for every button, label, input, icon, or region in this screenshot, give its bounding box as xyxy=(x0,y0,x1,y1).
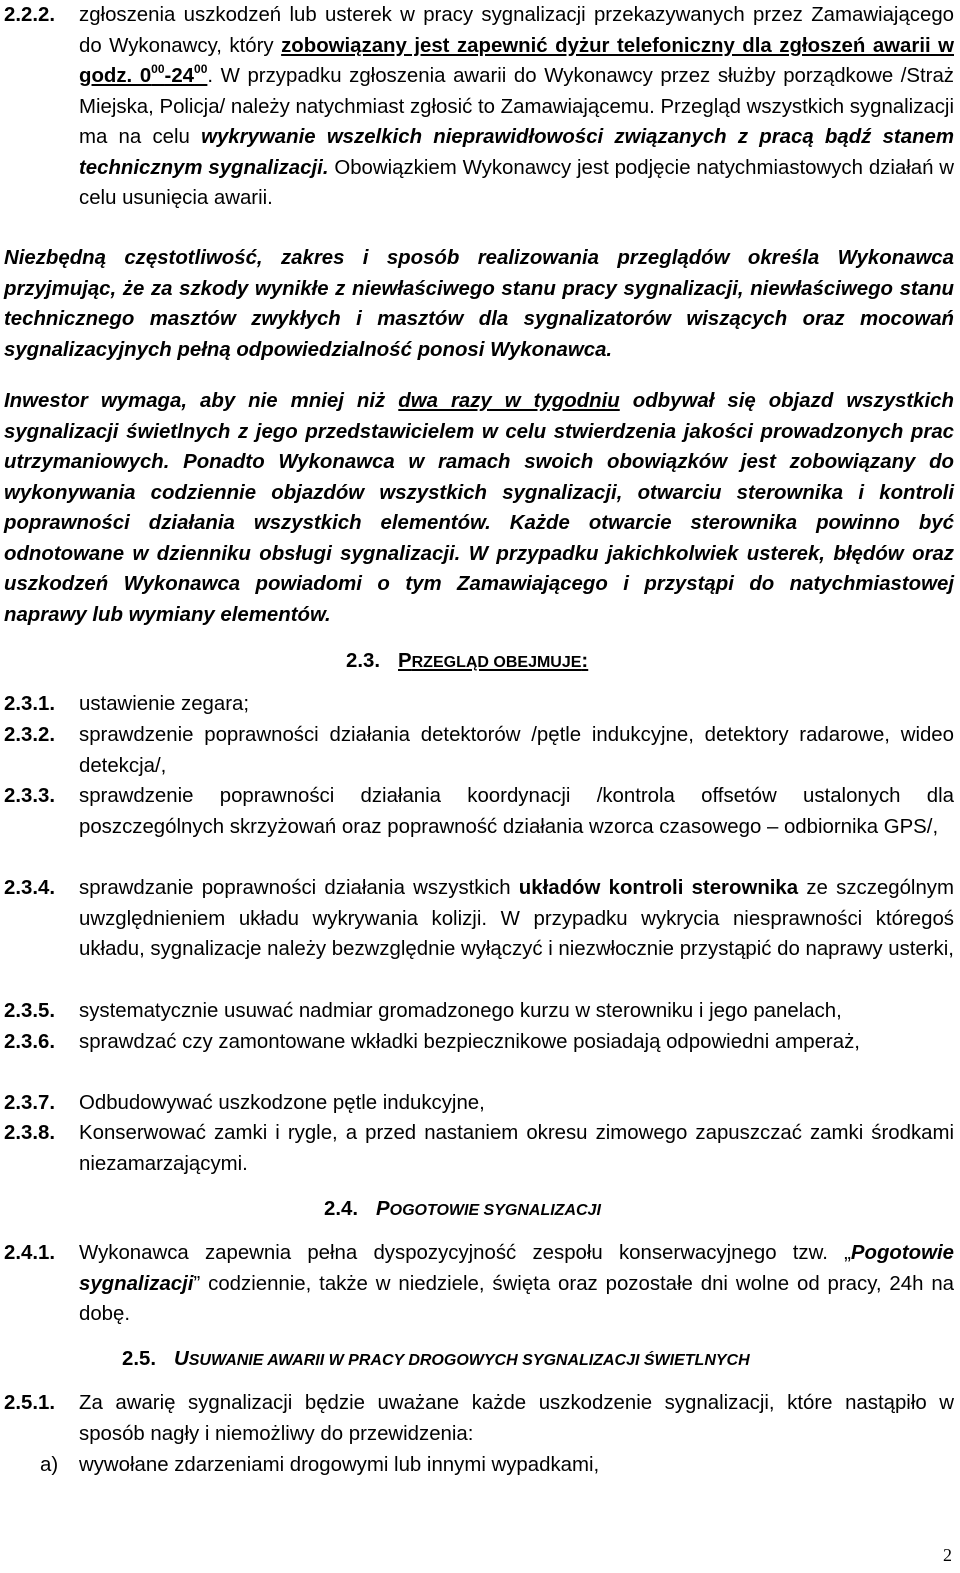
list-item-2-3-2: 2.3.2. sprawdzenie poprawności działania detektorów /pętle indukcyjne, detektory radarowe, wideo detekcja/, xyxy=(4,724,954,777)
section-heading-2-4: 2.4. POGOTOWIE SYGNALIZACJI xyxy=(324,1198,601,1220)
section-title: PRZEGLĄD OBEJMUJE: xyxy=(398,650,589,672)
paragraph-inspection-responsibility: Niezbędną częstotliwość, zakres i sposób realizowania przeglądów określa Wykonawca przyjmując, że za szkody wynikłe z niewłaściwego stanu pracy sygnalizacji, niewłaściwego stanu technicznego masztów zwykłych i masztów dla sygnalizatorów wiszących oraz mocowań sygnalizacyjnych pełną odpowiedzialność ponosi Wykonawca. xyxy=(4,247,954,361)
paragraph-investor-requirements: Inwestor wymaga, aby nie mniej niż dwa razy w tygodniu odbywał się objazd wszystkich sygnalizacji świetlnych z jego przedstawicielem w celu stwierdzenia jakości prowadzonych prac utrzymaniowych. Ponadto Wykonawca w ramach swoich obowiązków jest zobowiązany do wykonywania codziennie objazdów wszystkich sygnalizacji, otwarciu sterownika i kontroli poprawności działania wszystkich elementów. Każde otwarcie sterownika powinno być odnotowane w dzienniku obsługi sygnalizacji. W przypadku jakichkolwiek usterek, błędów oraz uszkodzeń Wykonawca powiadomi o tym Zamawiającego i przystąpi do natychmiastowej naprawy lub wymiany elementów. xyxy=(4,390,954,626)
section-heading-2-3: 2.3. PRZEGLĄD OBEJMUJE: xyxy=(346,650,589,672)
page-number: 2 xyxy=(943,1545,952,1565)
section-title: USUWANIE AWARII W PRACY DROGOWYCH SYGNALIZACJI ŚWIETLNYCH xyxy=(174,1348,750,1370)
phone-duty-emphasis: zobowiązany jest zapewnić dyżur telefoniczny dla zgłoszeń awarii w godz. $0^{00}-24^{00}$ xyxy=(79,34,954,87)
inspection-purpose-emphasis: wykrywanie wszelkich nieprawidłowości związanych z pracą bądź stanem technicznym sygnalizacji. xyxy=(79,126,954,179)
section-title: POGOTOWIE SYGNALIZACJI xyxy=(376,1198,601,1220)
list-item-2-3-3: 2.3.3. sprawdzenie poprawności działania koordynacji /kontrola offsetów ustalonych dla poszczególnych skrzyżowań oraz poprawność działania wzorca czasowego – odbiornika GPS/, xyxy=(4,785,954,838)
section-heading-2-5: 2.5. USUWANIE AWARII W PRACY DROGOWYCH SYGNALIZACJI ŚWIETLNYCH xyxy=(122,1348,750,1370)
list-item-2-3-4: 2.3.4. sprawdzanie poprawności działania wszystkich układów kontroli sterownika ze szczególnym uwzględnieniem układu wykrywania kolizji. W przypadku wykrycia niesprawności któregoś układu, sygnalizacje należy bezwzględnie wyłączyć i niezwłocznie przystąpić do naprawy usterki, xyxy=(4,877,954,960)
list-item-2-3-6: 2.3.6. sprawdzać czy zamontowane wkładki bezpiecznikowe posiadają odpowiedni amperaż, xyxy=(4,1031,860,1053)
list-item-2-3-8: 2.3.8. Konserwować zamki i rygle, a przed nastaniem okresu zimowego zapuszczać zamki środkami niezamarzającymi. xyxy=(4,1122,954,1175)
list-item-2-4-1: 2.4.1. Wykonawca zapewnia pełna dyspozycyjność zespołu konserwacyjnego tzw. „Pogotowie sygnalizacji” codziennie, także w niedziele, święta oraz pozostałe dni wolne od pracy, 24h na dobę. xyxy=(4,1242,954,1325)
twice-weekly-emphasis: dwa razy w tygodniu xyxy=(398,390,620,412)
controller-checks-emphasis: układów kontroli sterownika xyxy=(518,877,799,899)
list-item-2-5-1: 2.5.1. Za awarię sygnalizacji będzie uważane każde uszkodzenie sygnalizacji, które nastąpiło w sposób nagły i niemożliwy do przewidzenia: xyxy=(4,1392,954,1445)
list-item-2-3-7: 2.3.7. Odbudowywać uszkodzone pętle indukcyjne, xyxy=(4,1092,485,1114)
list-item-2-3-5: 2.3.5. systematycznie usuwać nadmiar gromadzonego kurzu w sterowniku i jego panelach, xyxy=(4,1000,842,1022)
emergency-service-name: Pogotowie sygnalizacji xyxy=(79,1242,954,1295)
item-text: zgłoszenia uszkodzeń lub usterek w pracy sygnalizacji przekazywanych przez Zamawiającego do Wykonawcy, który zobowiązany jest zapewnić dyżur telefoniczny dla zgłoszeń awarii w godz. $0^{00}-24^{00}$. W przypadku zgłoszenia awarii do Wykonawcy przez służby porządkowe /Straż Miejska, Policja/ należy natychmiast zgłosić to Zamawiającemu. Przegląd wszystkich sygnalizacji ma na celu wykrywanie wszelkich nieprawidłowości związanych z pracą bądź stanem technicznym sygnalizacji. Obowiązkiem Wykonawcy jest podjęcie natychmiastowych działań w celu usunięcia awarii. xyxy=(79,4,955,209)
item-number: 2.2.2. xyxy=(4,4,56,26)
list-item-a: a) wywołane zdarzeniami drogowymi lub innymi wypadkami, xyxy=(40,1454,600,1476)
paragraph-2-2-2 xyxy=(4,0,954,214)
list-item-2-3-1: 2.3.1. ustawienie zegara; xyxy=(4,693,250,715)
